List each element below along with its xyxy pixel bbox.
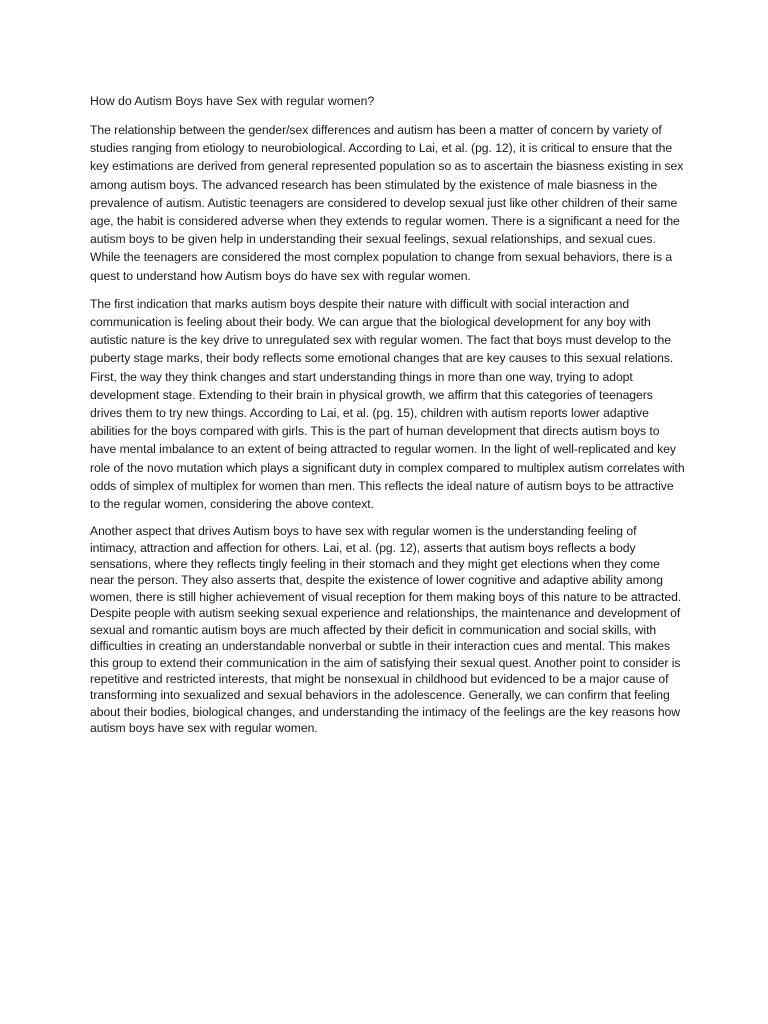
paragraph-1: The relationship between the gender/sex differences and autism has been a matter of concern by variety of studies ranging from etiology to neurobiological. According to Lai, et al. (pg. 12), it is critical to ensure that the key estimations are derived from general represented population so as to ascertain the biasness existing in sex among autism boys. The advanced research has been stimulated by the existence of male biasness in the prevalence of autism. Autistic teenagers are considered to develop sexual just like other children of their same age, the habit is considered adverse when they extends to regular women. There is a significant a need for the autism boys to be given help in understanding their sexual feelings, sexual relationships, and sexual cues. While the teenagers are considered the most complex population to change from sexual behaviors, there is a quest to understand how Autism boys do have sex with regular women.	[90, 123, 684, 283]
paragraph-2: The first indication that marks autism boys despite their nature with difficult with social interaction and communication is feeling about their body. We can argue that the biological development for any boy with autistic nature is the key drive to unregulated sex with regular women. The fact that boys must develop to the puberty stage marks, their body reflects some emotional changes that are key causes to this sexual relations. First, the way they think changes and start understanding things in more than one way, trying to adopt development stage. Extending to their brain in physical growth, we affirm that this categories of teenagers drives them to try new things. According to Lai, et al. (pg. 15), children with autism reports lower adaptive abilities for the boys compared with girls. This is the part of human development that directs autism boys to have mental imbalance to an extent of being attracted to regular women. In the light of well-replicated and key role of the novo mutation which plays a significant duty in complex compared to multiplex autism correlates with odds of simplex of multiplex for women than men. This reflects the ideal nature of autism boys to be attractive to the regular women, considering the above context.	[90, 296, 685, 512]
document-page	[90, 92, 686, 747]
document-title: How do Autism Boys have Sex with regular women?	[90, 94, 375, 108]
paragraph-3: Another aspect that drives Autism boys to have sex with regular women is the understanding feeling of intimacy, attraction and affection for others. Lai, et al. (pg. 12), asserts that autism boys reflects a body sensations, where they reflects tingly feeling in their stomach and they might get elections when they come near the person. They also asserts that, despite the existence of lower cognitive and adaptive ability among women, there is still higher achievement of visual reception for them making boys of this nature to be attracted. Despite people with autism seeking sexual experience and relationships, the maintenance and development of sexual and romantic autism boys are much affected by their deficit in communication and social skills, with difficulties in creating an understandable nonverbal or subtle in their interaction cues and mental. This makes this group to extend their communication in the aim of satisfying their sexual quest. Another point to consider is repetitive and restricted interests, that might be nonsexual in childhood but evidenced to be a major cause of transforming into sexualized and sexual behaviors in the adolescence. Generally, we can confirm that feeling about their bodies, biological changes, and understanding the intimacy of the feelings are the key reasons how autism boys have sex with regular women.	[90, 524, 682, 736]
